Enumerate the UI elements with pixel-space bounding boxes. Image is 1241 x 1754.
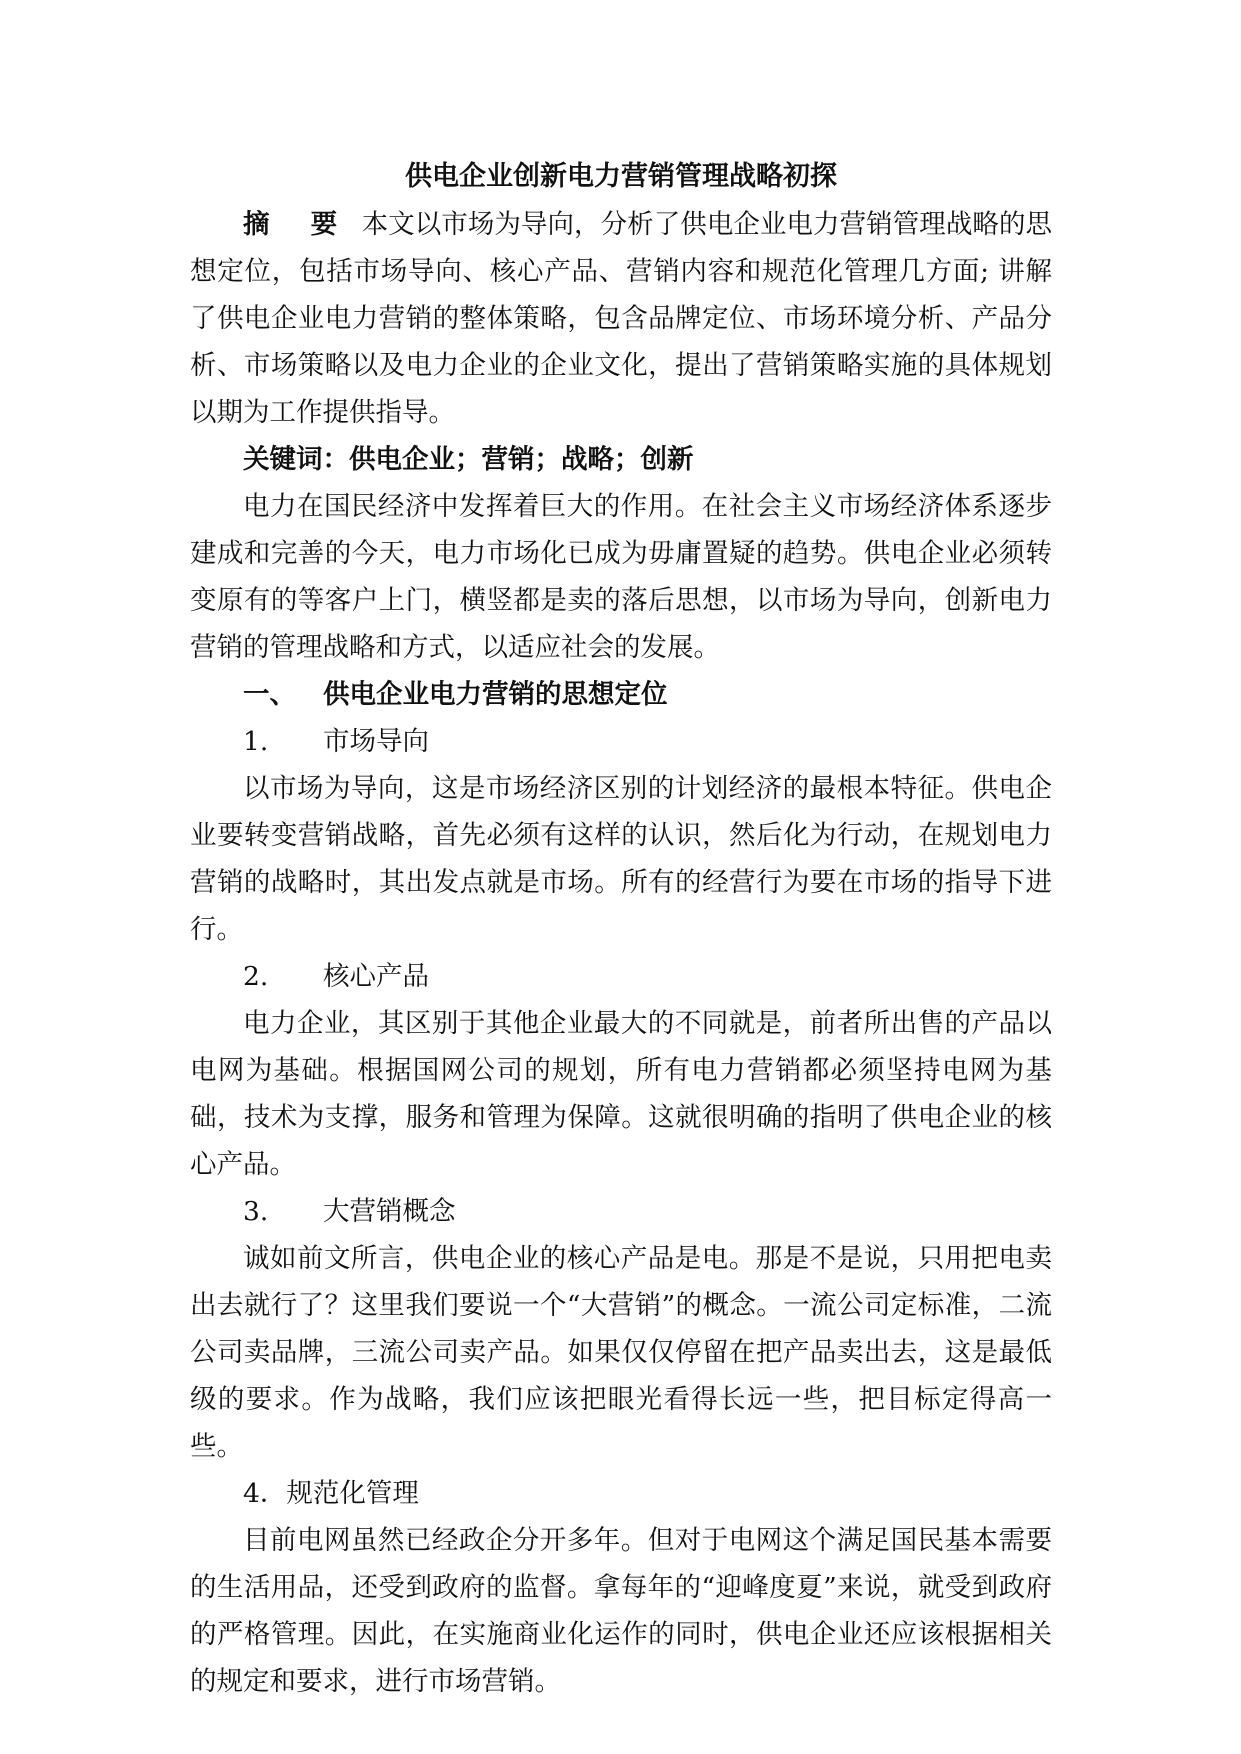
subsection-paragraph-2: 电力企业，其区别于其他企业最大的不同就是，前者所出售的产品以电网为基础。根据国网公司的规划，所有电力营销都必须坚持电网为基础，技术为支撑，服务和管理为保障。这就很明确的指明了供电企业的核心产品。 — [190, 1008, 1052, 1180]
subsection-number: 2. — [243, 961, 269, 992]
document-title: 供电企业创新电力营销管理战略初探 — [405, 161, 837, 192]
subsection-number: 3. — [243, 1196, 269, 1227]
subsection-heading-4: 4．规范化管理 — [243, 1478, 419, 1509]
subsection-paragraph-3: 诚如前文所言，供电企业的核心产品是电。那是不是说，只用把电卖出去就行了？这里我们要说一个“大营销”的概念。一流公司定标准，二流公司卖品牌，三流公司卖产品。如果仅仅停留在把产品卖出去，这是最低级的要求。作为战略，我们应该把眼光看得长远一些，把目标定得高一些。 — [190, 1243, 1052, 1462]
subsection-paragraph-4: 目前电网虽然已经政企分开多年。但对于电网这个满足国民基本需要的生活用品，还受到政府的监督。拿每年的“迎峰度夏”来说，就受到政府的严格管理。因此，在实施商业化运作的同时，供电企业还应该根据相关的规定和要求，进行市场营销。 — [190, 1525, 1052, 1697]
section-heading-1 — [190, 671, 1052, 718]
document-page — [190, 155, 1052, 1705]
subsection-title: 市场导向 — [323, 726, 429, 757]
subsection-title: 大营销概念 — [323, 1196, 456, 1227]
subsection-heading-3 — [190, 1188, 1052, 1235]
section-title: 供电企业电力营销的思想定位 — [323, 679, 668, 710]
abstract-paragraph — [190, 201, 1052, 436]
abstract-text: 本文以市场为导向，分析了供电企业电力营销管理战略的思想定位，包括市场导向、核心产品、营销内容和规范化管理几方面; 讲解了供电企业电力营销的整体策略，包含品牌定位、市场环境分析、产品分析、市场策略以及电力企业的企业文化，提出了营销策略实施的具体规划以期为工作提供指导。 — [190, 209, 1052, 428]
subsection-heading-1 — [190, 718, 1052, 765]
subsection-paragraph-1: 以市场为导向，这是市场经济区别的计划经济的最根本特征。供电企业要转变营销战略，首先必须有这样的认识，然后化为行动，在规划电力营销的战略时，其出发点就是市场。所有的经营行为要在市场的指导下进行。 — [190, 773, 1052, 945]
section-number: 一、 — [243, 679, 296, 710]
intro-paragraph: 电力在国民经济中发挥着巨大的作用。在社会主义市场经济体系逐步建成和完善的今天，电力市场化已成为毋庸置疑的趋势。供电企业必须转变原有的等客户上门，横竖都是卖的落后思想，以市场为导向，创新电力营销的管理战略和方式，以适应社会的发展。 — [190, 491, 1052, 663]
abstract-label: 摘 要 — [243, 209, 354, 240]
subsection-heading-2 — [190, 953, 1052, 1000]
subsection-number: 1. — [243, 726, 269, 757]
keywords-line: 关键词：供电企业；营销；战略；创新 — [243, 444, 694, 475]
subsection-title: 核心产品 — [323, 961, 429, 992]
